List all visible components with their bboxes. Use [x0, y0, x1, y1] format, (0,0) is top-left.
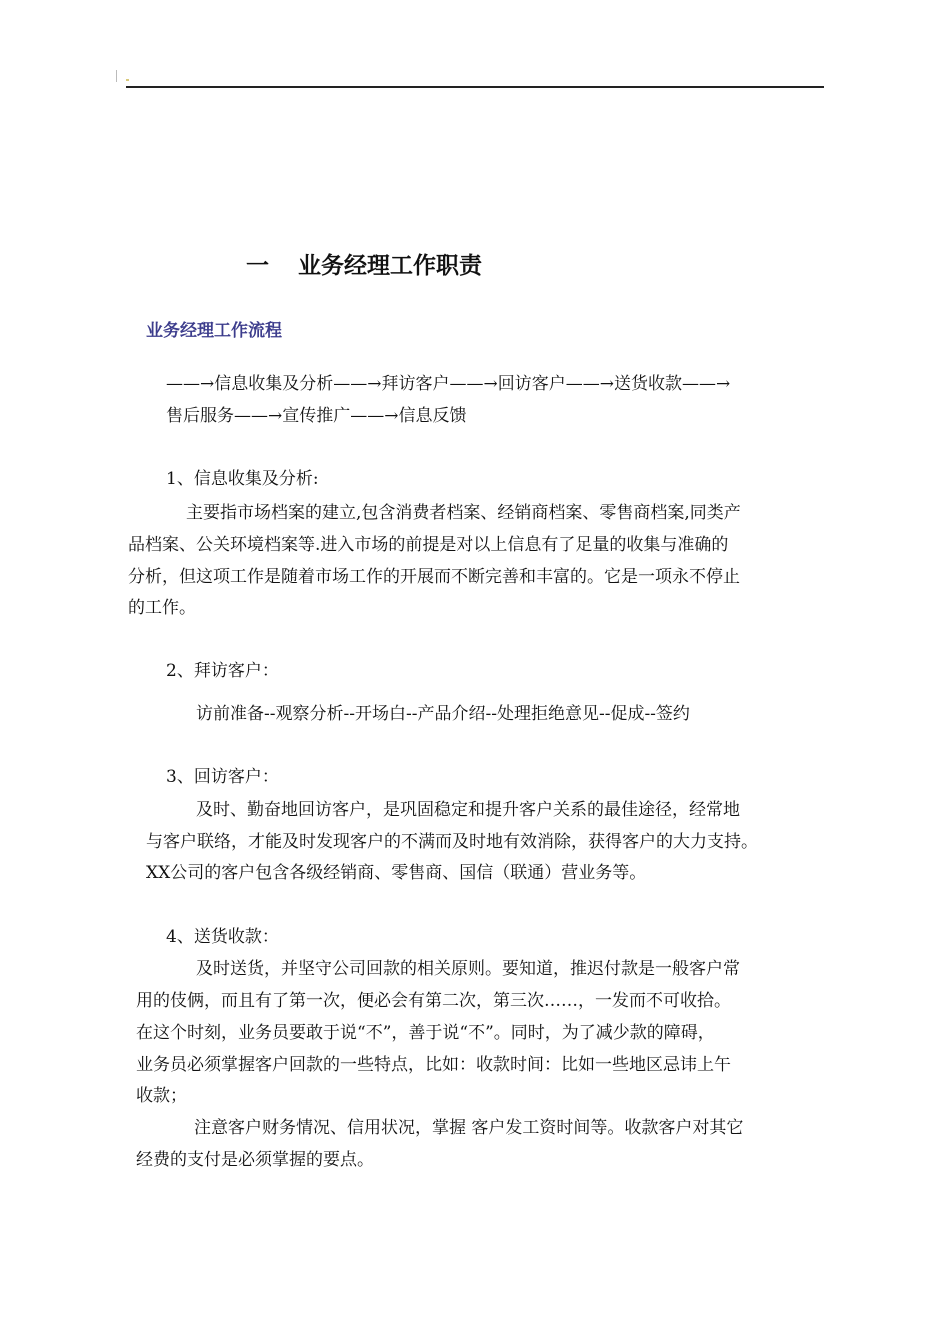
paragraph-line: 与客户联络，才能及时发现客户的不满而及时地有效消除，获得客户的大力支持。 — [146, 832, 758, 852]
paragraph-line: 主要指市场档案的建立,包含消费者档案、经销商档案、零售商档案,同类产 — [186, 503, 741, 523]
header-marker — [126, 79, 129, 81]
title-number: 一 — [246, 253, 269, 279]
section-heading: 4、送货收款： — [166, 927, 279, 947]
paragraph-line: 的工作。 — [128, 598, 196, 618]
paragraph-line: 分析，但这项工作是随着市场工作的开展而不断完善和丰富的。它是一项永不停止 — [128, 567, 740, 587]
page-title — [246, 247, 482, 280]
title-text: 业务经理工作职责 — [298, 253, 482, 279]
paragraph-line: 经费的支付是必须掌握的要点。 — [136, 1150, 374, 1170]
crop-mark — [116, 70, 117, 82]
flow-line: 售后服务——→宣传推广——→信息反馈 — [166, 406, 467, 426]
section-heading: 1、信息收集及分析: — [166, 469, 319, 489]
paragraph-line: 品档案、公关环境档案等.进入市场的前提是对以上信息有了足量的收集与准确的 — [128, 535, 729, 555]
paragraph-line: 在这个时刻，业务员要敢于说“不”，善于说“不”。同时，为了减少款的障碍， — [136, 1023, 715, 1043]
section-heading: 2、拜访客户： — [166, 661, 279, 681]
paragraph-line: 及时送货，并坚守公司回款的相关原则。要知道，推迟付款是一般客户常 — [196, 959, 740, 979]
paragraph-line: 访前准备--观察分析--开场白--产品介绍--处理拒绝意见--促成--签约 — [196, 704, 690, 724]
paragraph-line: XX公司的客户包含各级经销商、零售商、国信（联通）营业务等。 — [146, 863, 647, 883]
header-rule — [126, 86, 824, 88]
flow-line: ——→信息收集及分析——→拜访客户——→回访客户——→送货收款——→ — [166, 374, 731, 394]
section-heading: 3、回访客户： — [166, 767, 279, 787]
paragraph-line: 注意客户财务情况、信用状况，掌握 客户发工资时间等。收款客户对其它 — [194, 1118, 744, 1138]
paragraph-line: 收款； — [136, 1086, 187, 1106]
paragraph-line: 及时、勤奋地回访客户，是巩固稳定和提升客户关系的最佳途径，经常地 — [196, 800, 740, 820]
section-subtitle: 业务经理工作流程 — [146, 321, 282, 341]
paragraph-line: 业务员必须掌握客户回款的一些特点，比如：收款时间：比如一些地区忌讳上午 — [136, 1055, 731, 1075]
paragraph-line: 用的伎俩，而且有了第一次，便必会有第二次，第三次……，一发而不可收拾。 — [136, 991, 731, 1011]
